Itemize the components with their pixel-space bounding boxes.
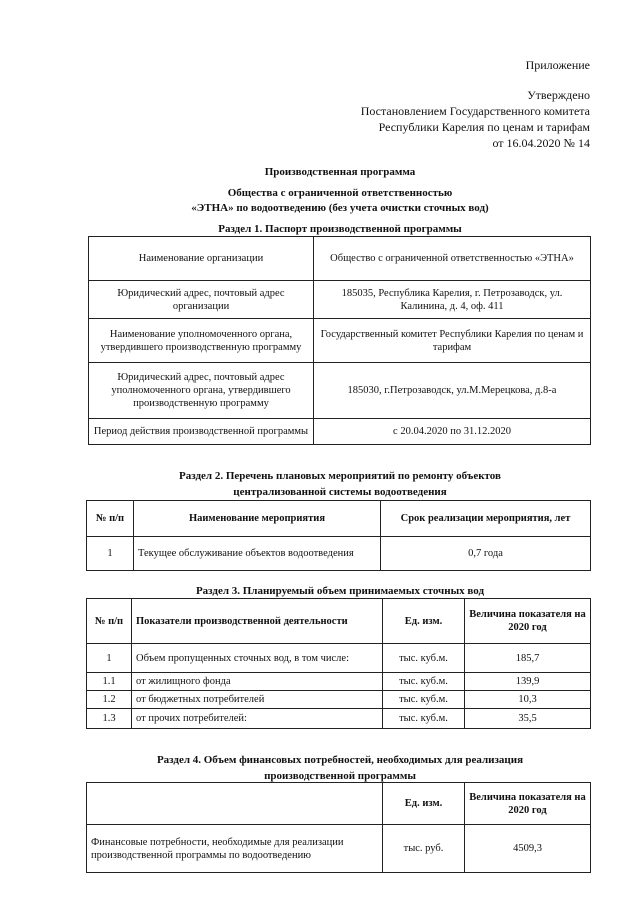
activities-table: [86, 500, 591, 571]
table-row: [87, 644, 591, 673]
section4-title: производственной программы: [264, 770, 416, 782]
header-cell: Величина показателя на 2020 год: [465, 599, 591, 644]
approved-line: от 16.04.2020 № 14: [492, 136, 590, 150]
cell-unit: тыс. руб.: [383, 825, 465, 873]
section2-title: централизованной системы водоотведения: [233, 486, 447, 498]
cell-unit: тыс. куб.м.: [383, 709, 465, 729]
cell-value: 185,7: [465, 644, 591, 673]
table-row: [89, 363, 591, 419]
table-header-row: [87, 599, 591, 644]
cell-unit: тыс. куб.м.: [383, 644, 465, 673]
approved-label: Утверждено: [527, 88, 590, 102]
section4-title: Раздел 4. Объем финансовых потребностей, необходимых для реализация: [156, 754, 524, 766]
header-cell: Величина показателя на 2020 год: [465, 783, 591, 825]
cell-label: Наименование уполномоченного органа, утвердившего производственную программу: [89, 319, 314, 363]
passport-table: [88, 236, 591, 445]
table-row: [87, 537, 591, 571]
cell-value: Общество с ограниченной ответственностью «ЭТНА»: [314, 237, 591, 281]
finance-table: [86, 782, 591, 873]
cell-unit: тыс. куб.м.: [383, 691, 465, 709]
header-cell: № п/п: [87, 599, 132, 644]
cell-name: от бюджетных потребителей: [132, 691, 383, 709]
cell-name: Текущее обслуживание объектов водоотведения: [134, 537, 381, 571]
table-row: [87, 709, 591, 729]
cell-num: 1.1: [87, 673, 132, 691]
approved-line: Республики Карелия по ценам и тарифам: [378, 120, 590, 134]
cell-value: 139,9: [465, 673, 591, 691]
cell-label: Наименование организации: [89, 237, 314, 281]
cell-num: 1.2: [87, 691, 132, 709]
cell-value: 35,5: [465, 709, 591, 729]
header-cell: Ед. изм.: [383, 599, 465, 644]
header-cell: Наименование мероприятия: [134, 501, 381, 537]
cell-value: 185030, г.Петрозаводск, ул.М.Мерецкова, д.8-а: [314, 363, 591, 419]
table-row: [87, 673, 591, 691]
header-cell: Ед. изм.: [383, 783, 465, 825]
cell-value: Государственный комитет Республики Карелия по ценам и тарифам: [314, 319, 591, 363]
header-cell: № п/п: [87, 501, 134, 537]
document-subtitle: «ЭТНА» по водоотведению (без учета очистки сточных вод): [191, 202, 489, 214]
table-row: [89, 237, 591, 281]
header-cell: [87, 783, 383, 825]
cell-value: 10,3: [465, 691, 591, 709]
cell-label: Период действия производственной программы: [89, 419, 314, 445]
wastewater-table: [86, 598, 591, 729]
table-row: [89, 319, 591, 363]
cell-num: 1: [87, 644, 132, 673]
cell-label: Юридический адрес, почтовый адрес организации: [89, 281, 314, 319]
section3-title: Раздел 3. Планируемый объем принимаемых сточных вод: [195, 585, 485, 597]
cell-unit: тыс. куб.м.: [383, 673, 465, 691]
cell-num: 1.3: [87, 709, 132, 729]
cell-name: от прочих потребителей:: [132, 709, 383, 729]
table-header-row: [87, 783, 591, 825]
document-subtitle: Общества с ограниченной ответственностью: [227, 187, 453, 199]
cell-num: 1: [87, 537, 134, 571]
cell-term: 0,7 года: [381, 537, 591, 571]
table-header-row: [87, 501, 591, 537]
cell-value: 4509,3: [465, 825, 591, 873]
cell-label: Юридический адрес, почтовый адрес уполномоченного органа, утвердившего производственную программу: [89, 363, 314, 419]
table-row: [89, 419, 591, 445]
cell-value: с 20.04.2020 по 31.12.2020: [314, 419, 591, 445]
section2-title: Раздел 2. Перечень плановых мероприятий по ремонту объектов: [179, 470, 501, 482]
header-cell: Показатели производственной деятельности: [132, 599, 383, 644]
approved-line: Постановлением Государственного комитета: [360, 104, 590, 118]
cell-value: 185035, Республика Карелия, г. Петрозаводск, ул. Калинина, д. 4, оф. 411: [314, 281, 591, 319]
appendix-label: Приложение: [525, 58, 590, 72]
table-row: [87, 825, 591, 873]
document-title: Производственная программа: [264, 166, 416, 178]
cell-name: Финансовые потребности, необходимые для реализации производственной программы по водоотведению: [87, 825, 383, 873]
cell-name: от жилищного фонда: [132, 673, 383, 691]
section1-title: Раздел 1. Паспорт производственной программы: [218, 223, 462, 235]
header-cell: Срок реализации мероприятия, лет: [381, 501, 591, 537]
table-row: [89, 281, 591, 319]
cell-name: Объем пропущенных сточных вод, в том числе:: [132, 644, 383, 673]
table-row: [87, 691, 591, 709]
